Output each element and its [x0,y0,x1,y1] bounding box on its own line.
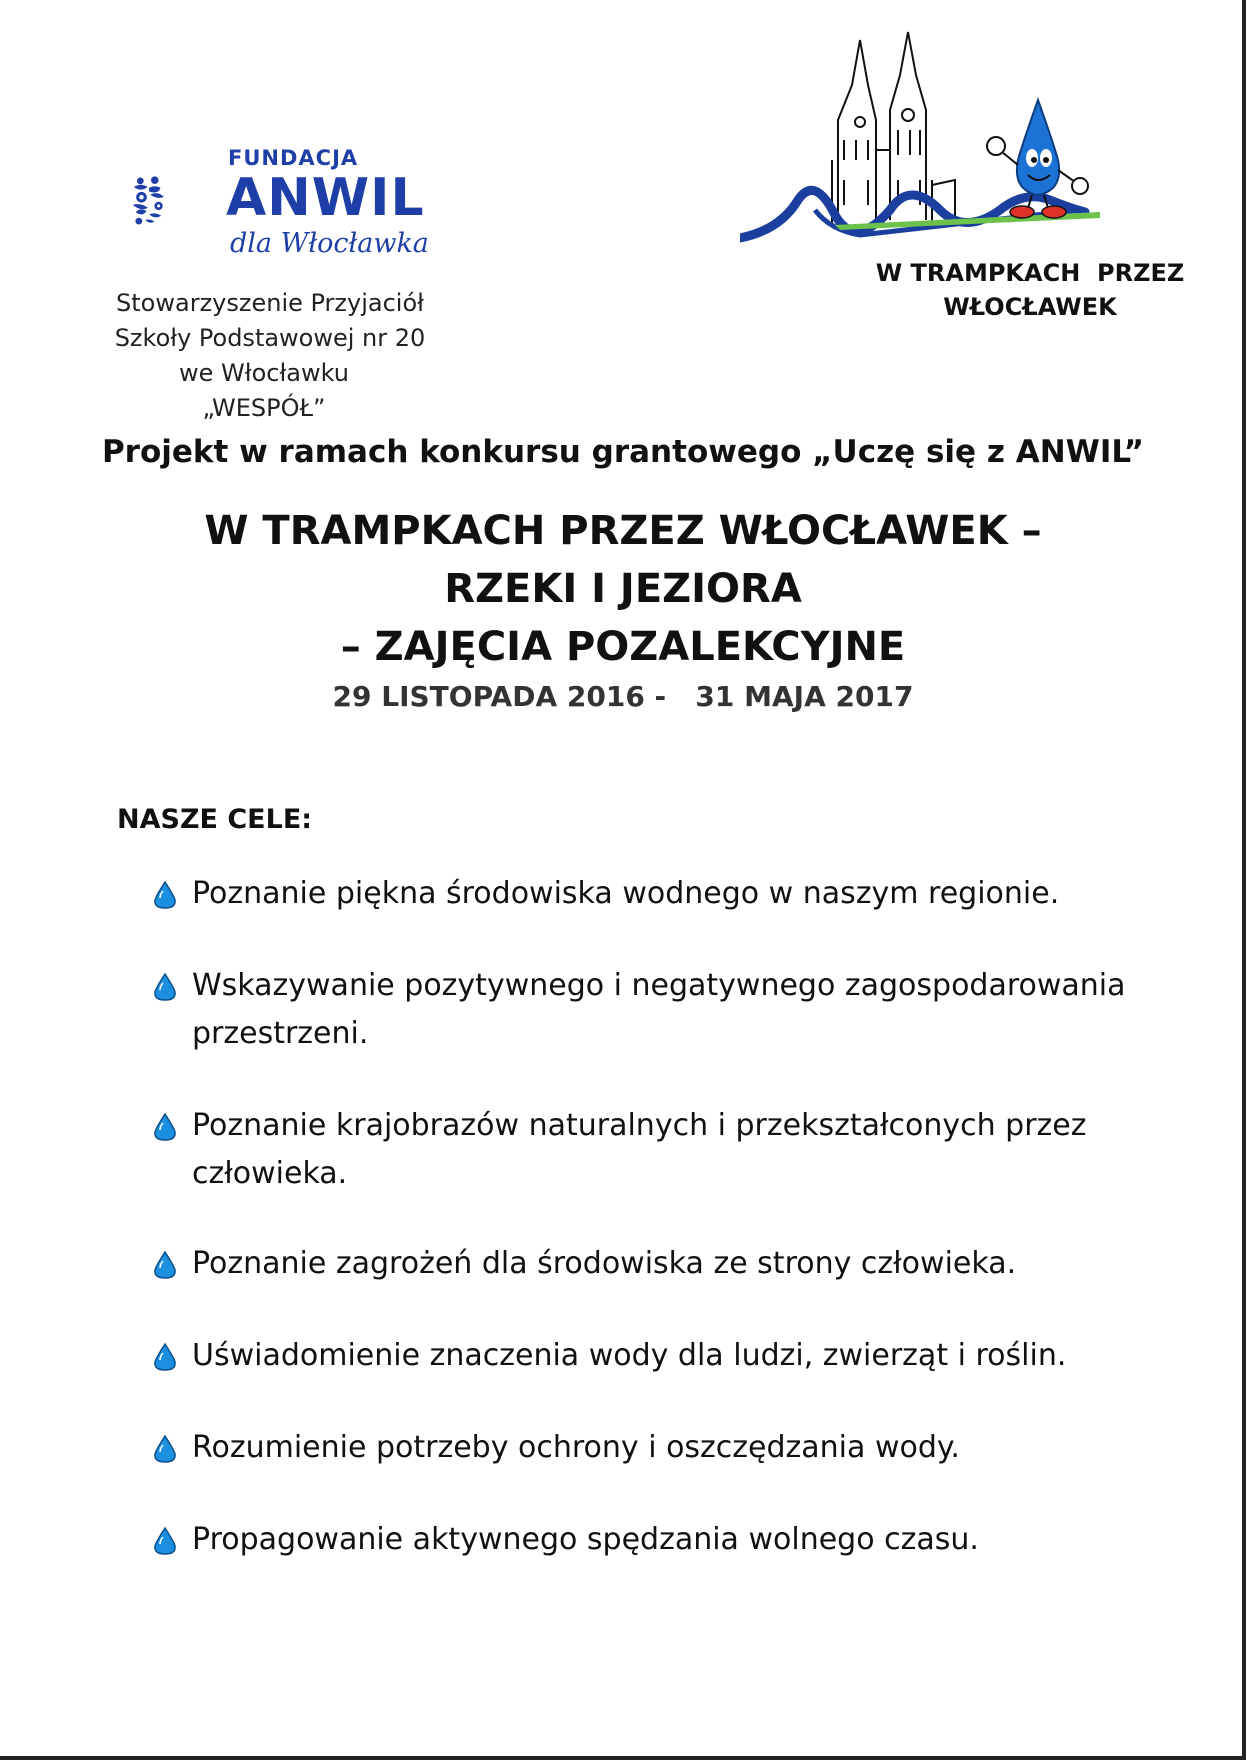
main-title [0,502,1246,676]
goal-item [152,870,1152,918]
association-line-2: Szkoły Podstawowej nr 20 [114,324,426,352]
goal-item [152,1240,1152,1288]
water-drop-icon [152,1250,178,1280]
water-drop-icon [152,972,178,1002]
trampki-title-line-1: W TRAMPKACH PRZEZ [875,259,1185,287]
goal-item [152,962,1152,1058]
goal-text-line-1: Wskazywanie pozytywnego i negatywnego zagospodarowania [192,968,1126,1003]
association-line-1: Stowarzyszenie Przyjaciół [116,289,424,317]
main-title-line-3: – ZAJĘCIA POZALEKCYJNE [340,624,906,670]
goal-text-line-1: Poznanie piękna środowiska wodnego w naszym regionie. [192,876,1060,911]
association-line-4: „WESPÓŁ” [202,394,326,422]
water-drop-icon [152,1112,178,1142]
trampki-title-line-2: WŁOCŁAWEK [943,293,1117,321]
water-drop-icon [152,1434,178,1464]
water-drop-icon [152,880,178,910]
goal-text-line-2: przestrzeni. [192,1016,369,1051]
association-name [95,286,445,426]
goal-text-line-1: Poznanie zagrożeń dla środowiska ze strony człowieka. [192,1246,1017,1281]
trampki-cathedral-river-logo [740,30,1160,275]
water-drop-icon [152,1526,178,1556]
goal-text-line-1: Uświadomienie znaczenia wody dla ludzi, zwierząt i roślin. [192,1338,1067,1373]
association-line-3: we Włocławku [179,359,349,387]
goal-text-line-1: Poznanie krajobrazów naturalnych i przekształconych przez [192,1108,1087,1143]
main-title-line-2: RZEKI I JEZIORA [444,566,802,612]
logo-anwil-text: ANWIL [226,168,425,228]
goal-item [152,1102,1152,1198]
goal-text-line-1: Rozumienie potrzeby ochrony i oszczędzania wody. [192,1430,960,1465]
trampki-logo-title [860,256,1200,324]
goal-item [152,1332,1152,1380]
goal-text-line-2: człowieka. [192,1156,348,1191]
logo-city-text: dla Włocławka [230,228,429,259]
project-dates: 29 LISTOPADA 2016 - 31 MAJA 2017 [332,680,914,713]
main-title-line-1: W TRAMPKACH PRZEZ WŁOCŁAWEK – [204,508,1042,554]
logo-fundacja-text: FUNDACJA [228,146,359,170]
goal-item [152,1516,1152,1564]
goal-text-line-1: Propagowanie aktywnego spędzania wolnego czasu. [192,1522,979,1557]
water-drop-icon [152,1342,178,1372]
goals-heading: NASZE CELE: [117,804,313,835]
project-line: Projekt w ramach konkursu grantowego „Uczę się z ANWIL” [101,434,1145,470]
cathedral-icon [832,32,955,225]
goal-item [152,1424,1152,1472]
